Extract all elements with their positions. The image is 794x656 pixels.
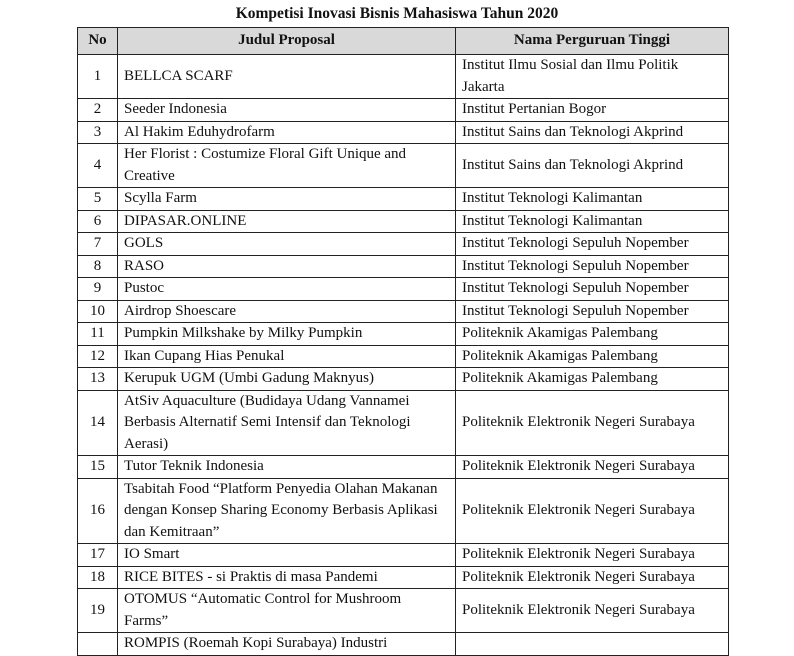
university-name: Politeknik Akamigas Palembang [456,323,729,346]
proposal-title: BELLCA SCARF [118,55,456,99]
proposal-title: ROMPIS (Roemah Kopi Surabaya) Industri [118,633,456,656]
header-judul: Judul Proposal [118,28,456,55]
proposal-title: Al Hakim Eduhydrofarm [118,121,456,144]
proposal-title: RASO [118,255,456,278]
university-name: Politeknik Akamigas Palembang [456,368,729,391]
table-row [78,478,729,544]
university-name: Institut Teknologi Sepuluh Nopember [456,233,729,256]
row-number: 10 [78,300,118,323]
university-name: Institut Teknologi Sepuluh Nopember [456,255,729,278]
proposal-title: Tsabitah Food “Platform Penyedia Olahan Makanan dengan Konsep Sharing Economy Berbasis Aplikasi dan Kemitraan” [118,478,456,544]
proposal-title: Pustoc [118,278,456,301]
university-name: Institut Teknologi Sepuluh Nopember [456,278,729,301]
university-name: Institut Teknologi Kalimantan [456,210,729,233]
table-row [78,144,729,188]
row-number: 19 [78,589,118,633]
university-name: Institut Pertanian Bogor [456,99,729,122]
university-name: Institut Sains dan Teknologi Akprind [456,121,729,144]
row-number: 9 [78,278,118,301]
university-name: Politeknik Elektronik Negeri Surabaya [456,589,729,633]
table-row [78,121,729,144]
university-name: Politeknik Elektronik Negeri Surabaya [456,478,729,544]
table-row [78,633,729,656]
university-name: Politeknik Elektronik Negeri Surabaya [456,566,729,589]
university-name [456,633,729,656]
university-name: Institut Ilmu Sosial dan Ilmu Politik Jakarta [456,55,729,99]
row-number: 8 [78,255,118,278]
table-row [78,210,729,233]
table-row [78,456,729,479]
proposal-title: DIPASAR.ONLINE [118,210,456,233]
proposal-title: Tutor Teknik Indonesia [118,456,456,479]
header-no: No [78,28,118,55]
university-name: Institut Teknologi Sepuluh Nopember [456,300,729,323]
proposal-title: Airdrop Shoescare [118,300,456,323]
row-number: 5 [78,188,118,211]
proposal-title: Kerupuk UGM (Umbi Gadung Maknyus) [118,368,456,391]
table-row [78,278,729,301]
table-row [78,345,729,368]
table-row [78,255,729,278]
table-row [78,390,729,456]
row-number: 15 [78,456,118,479]
university-name: Politeknik Akamigas Palembang [456,345,729,368]
table-row [78,188,729,211]
university-name: Institut Sains dan Teknologi Akprind [456,144,729,188]
university-name: Politeknik Elektronik Negeri Surabaya [456,390,729,456]
table-title: Kompetisi Inovasi Bisnis Mahasiswa Tahun 2020 [235,5,559,22]
row-number: 17 [78,544,118,567]
row-number: 2 [78,99,118,122]
proposal-title: Her Florist : Costumize Floral Gift Unique and Creative [118,144,456,188]
proposal-title: Seeder Indonesia [118,99,456,122]
table-row [78,55,729,99]
proposal-title: AtSiv Aquaculture (Budidaya Udang Vannamei Berbasis Alternatif Semi Intensif dan Teknologi Aerasi) [118,390,456,456]
row-number: 6 [78,210,118,233]
proposal-title: OTOMUS “Automatic Control for Mushroom Farms” [118,589,456,633]
proposal-title: RICE BITES - si Praktis di masa Pandemi [118,566,456,589]
table-row [78,323,729,346]
table-header-row [78,28,729,55]
proposal-table [77,27,729,656]
table-row [78,233,729,256]
row-number: 13 [78,368,118,391]
proposal-title: GOLS [118,233,456,256]
row-number: 7 [78,233,118,256]
header-perguruan-tinggi: Nama Perguruan Tinggi [456,28,729,55]
proposal-title: Pumpkin Milkshake by Milky Pumpkin [118,323,456,346]
row-number: 11 [78,323,118,346]
row-number: 16 [78,478,118,544]
table-row [78,300,729,323]
row-number: 12 [78,345,118,368]
table-row [78,566,729,589]
university-name: Politeknik Elektronik Negeri Surabaya [456,544,729,567]
row-number: 3 [78,121,118,144]
row-number: 14 [78,390,118,456]
university-name: Politeknik Elektronik Negeri Surabaya [456,456,729,479]
table-row [78,99,729,122]
table-row [78,368,729,391]
row-number: 1 [78,55,118,99]
row-number: 18 [78,566,118,589]
proposal-title: Scylla Farm [118,188,456,211]
table-row [78,589,729,633]
university-name: Institut Teknologi Kalimantan [456,188,729,211]
table-row [78,544,729,567]
row-number [78,633,118,656]
proposal-title: Ikan Cupang Hias Penukal [118,345,456,368]
proposal-title: IO Smart [118,544,456,567]
row-number: 4 [78,144,118,188]
